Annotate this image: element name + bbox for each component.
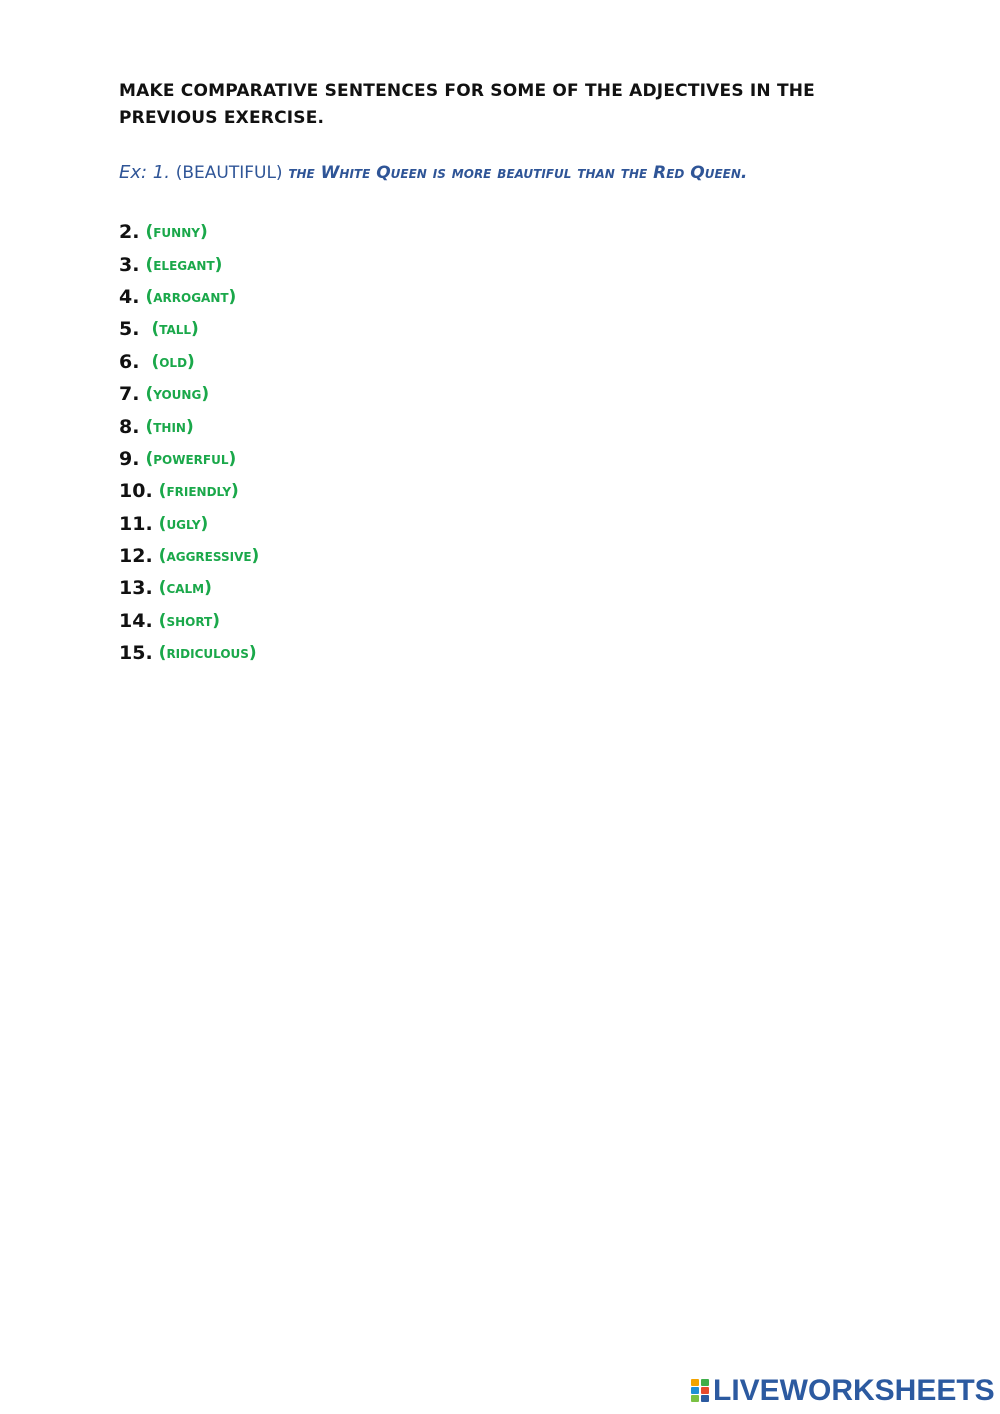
- item-number: 11.: [119, 512, 153, 535]
- item-number: 2.: [119, 221, 140, 244]
- item-number: 10.: [119, 480, 153, 503]
- item-adjective: (arrogant): [145, 286, 237, 307]
- exercise-item: [119, 605, 259, 637]
- example-adjective: (BEAUTIFUL): [175, 163, 283, 183]
- exercise-item: [119, 637, 259, 669]
- exercise-item: [119, 281, 259, 313]
- example-text: the White Queen is more beautiful than the Red Queen.: [288, 163, 748, 183]
- item-adjective: (aggressive): [158, 546, 260, 567]
- item-adjective: (funny): [145, 222, 208, 243]
- liveworksheets-logo-icon: [691, 1379, 710, 1403]
- exercise-item: [119, 346, 259, 378]
- item-adjective: (calm): [158, 578, 212, 599]
- exercise-item: [119, 475, 259, 507]
- item-number: 14.: [119, 609, 153, 632]
- exercise-item: [119, 572, 259, 604]
- item-number: 4.: [119, 285, 140, 308]
- item-number: 15.: [119, 642, 153, 665]
- item-number: 8.: [119, 415, 140, 438]
- exercise-item: [119, 378, 259, 410]
- item-number: 13.: [119, 577, 153, 600]
- item-number: 12.: [119, 545, 153, 568]
- item-number: 9.: [119, 447, 140, 470]
- exercise-list: [119, 216, 259, 669]
- example-label: Ex: 1.: [119, 162, 170, 183]
- exercise-item: [119, 540, 259, 572]
- exercise-item: [119, 410, 259, 442]
- exercise-item: [119, 443, 259, 475]
- instructions-heading: MAKE COMPARATIVE SENTENCES FOR SOME OF THE ADJECTIVES IN THE PREVIOUS EXERCISE.: [119, 81, 815, 128]
- item-number: 3.: [119, 253, 140, 276]
- exercise-item: [119, 508, 259, 540]
- item-number: 5.: [119, 318, 140, 341]
- item-number: 6.: [119, 350, 140, 373]
- liveworksheets-logo: [691, 1374, 995, 1408]
- item-adjective: (ridiculous): [158, 643, 257, 664]
- item-number: 7.: [119, 383, 140, 406]
- item-adjective: (tall): [151, 319, 199, 340]
- example-sentence: [119, 160, 919, 186]
- item-adjective: (friendly): [158, 481, 239, 502]
- exercise-item: [119, 248, 259, 280]
- item-adjective: (powerful): [145, 448, 237, 469]
- item-adjective: (short): [158, 610, 220, 631]
- item-adjective: (thin): [145, 416, 194, 437]
- logo-wordmark: LIVEWORKSHEETS: [713, 1374, 995, 1407]
- item-adjective: (ugly): [158, 513, 209, 534]
- item-adjective: (elegant): [145, 254, 223, 275]
- item-adjective: (old): [151, 351, 195, 372]
- exercise-item: [119, 313, 259, 345]
- item-adjective: (young): [145, 384, 210, 405]
- exercise-item: [119, 216, 259, 248]
